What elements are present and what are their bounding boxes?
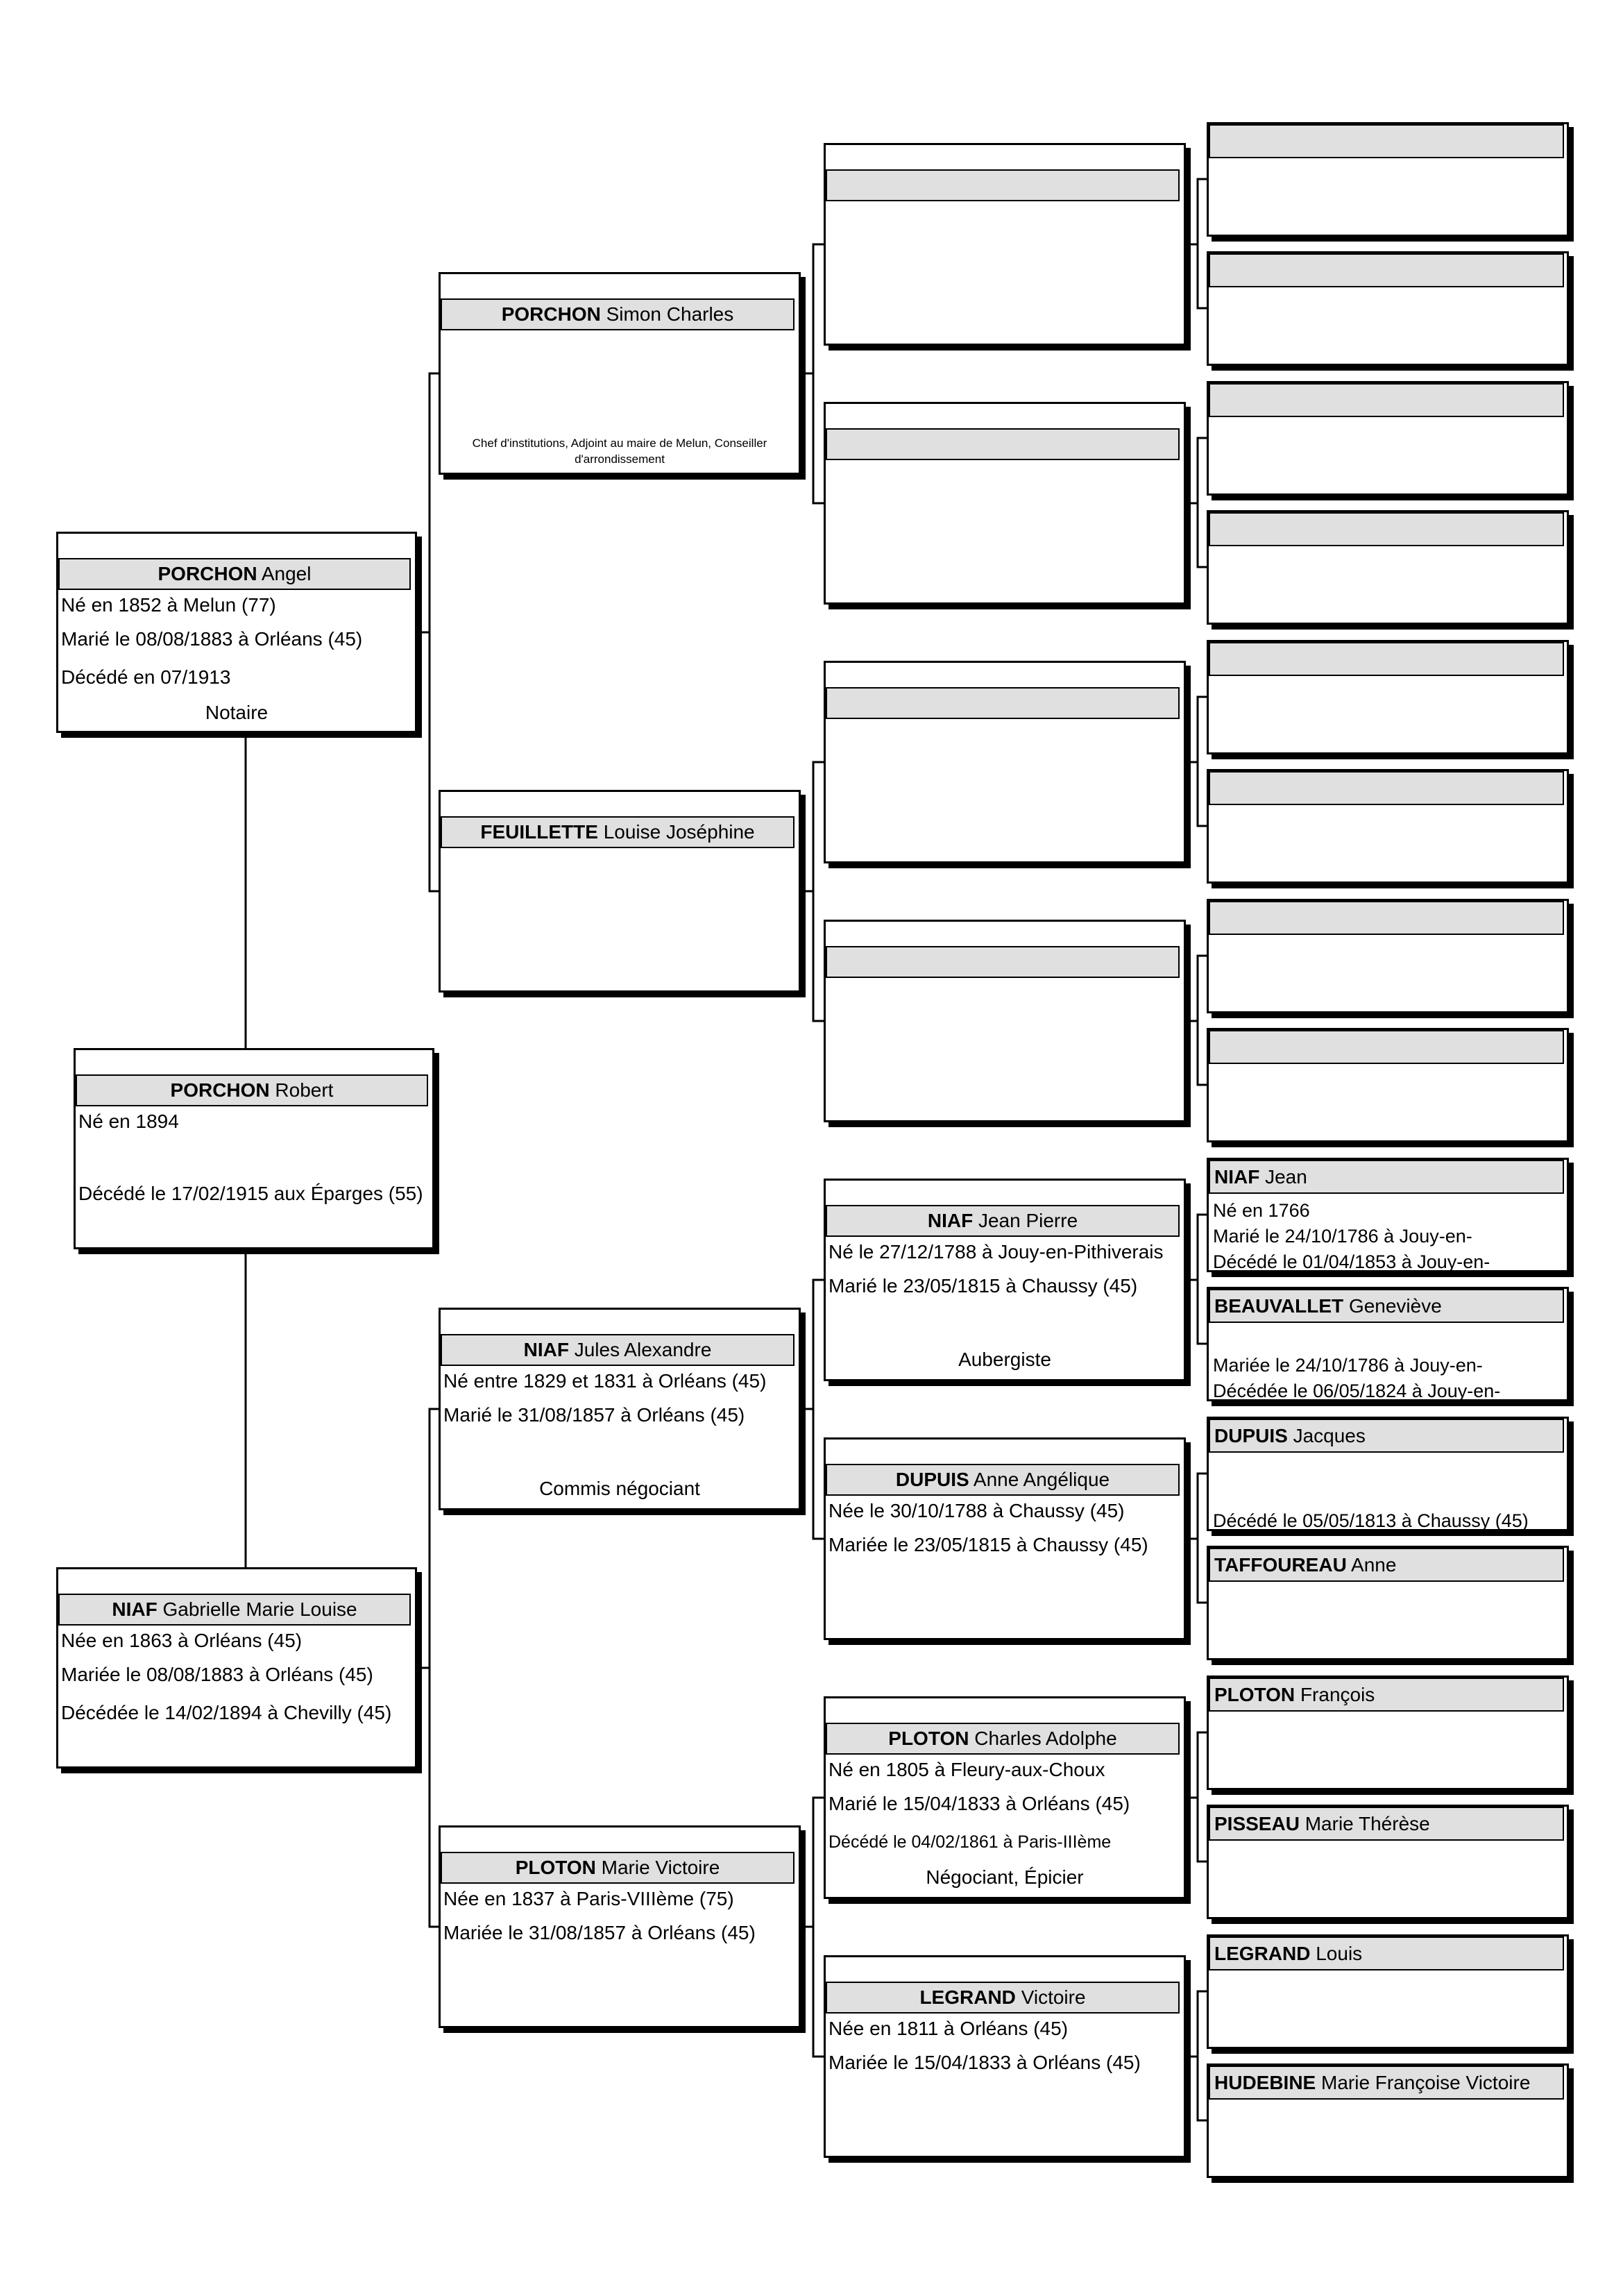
person-name-header [1209, 1548, 1564, 1582]
person-box-great-grandparent [824, 1179, 1186, 1381]
person-name-header [1209, 124, 1564, 158]
person-box-great-grandparent [824, 1955, 1186, 2158]
person-name-header [1209, 1160, 1564, 1194]
person-box-great-grandparent-empty [824, 661, 1186, 863]
surname: PLOTON [1214, 1684, 1295, 1705]
person-box-grandparent [439, 790, 801, 993]
death-info: Décédé le 01/04/1853 à Jouy-en- [1213, 1251, 1490, 1272]
person-box-father [56, 532, 417, 733]
occupation-info: Aubergiste [958, 1349, 1051, 1370]
person-name-header [1209, 383, 1564, 417]
person-name-header [1209, 1419, 1564, 1453]
surname: NIAF [523, 1339, 569, 1360]
person-box-great-great-grandparent [1207, 2063, 1569, 2178]
person-box-great-grandparent [824, 1696, 1186, 1899]
given-names: Jean Pierre [978, 1210, 1078, 1231]
surname: PLOTON [515, 1857, 596, 1878]
person-name-header [1209, 901, 1564, 935]
occupation-info: Chef d'institutions, Adjoint au maire de Melun, Conseiller d'arrondissement [472, 437, 767, 466]
occupation-info: Négociant, Épicier [926, 1866, 1084, 1888]
person-name-header [1209, 1030, 1564, 1064]
given-names: Charles Adolphe [974, 1728, 1117, 1749]
person-box-great-great-grandparent [1207, 1934, 1569, 2049]
given-names: François [1300, 1684, 1375, 1705]
surname: HUDEBINE [1214, 2072, 1316, 2093]
surname: DUPUIS [895, 1469, 969, 1490]
surname: TAFFOUREAU [1214, 1554, 1347, 1576]
person-name-header [1209, 1936, 1564, 1970]
connector-bracket [1186, 1215, 1207, 1344]
given-names: Jean [1265, 1166, 1307, 1188]
birth-info: Né entre 1829 et 1831 à Orléans (45) [443, 1370, 767, 1392]
birth-info: Né le 27/12/1788 à Jouy-en-Pithiverais [829, 1241, 1164, 1263]
birth-info: Né en 1852 à Melun (77) [61, 594, 276, 616]
given-names: Anne [1351, 1554, 1397, 1576]
connector-bracket [801, 1280, 824, 1539]
given-names: Victoire [1021, 1986, 1086, 2008]
person-name-header [1209, 642, 1564, 676]
given-names: Marie Thérèse [1305, 1813, 1430, 1834]
birth-info: Né en 1894 [78, 1111, 179, 1132]
person-box-grandparent [439, 1825, 801, 2028]
person-name-header [826, 687, 1180, 719]
connector-bracket [1186, 1991, 1207, 2120]
given-names: Simon Charles [606, 303, 734, 325]
person-box-great-great-grandparent-empty [1207, 769, 1569, 884]
marriage-info: Marié le 23/05/1815 à Chaussy (45) [829, 1275, 1138, 1297]
person-box-grandparent [439, 1308, 801, 1510]
surname: BEAUVALLET [1214, 1295, 1344, 1317]
person-box-great-great-grandparent-empty [1207, 381, 1569, 496]
given-names: Louis [1316, 1943, 1363, 1964]
person-name-header [1209, 771, 1564, 805]
person-box-great-great-grandparent-empty [1207, 122, 1569, 237]
surname: NIAF [112, 1598, 158, 1620]
person-box-great-grandparent [824, 1437, 1186, 1640]
connector-bracket [417, 373, 439, 891]
person-box-great-grandparent-empty [824, 143, 1186, 346]
death-info: Décédé en 07/1913 [61, 666, 231, 688]
person-box-subject [74, 1048, 434, 1249]
given-names: Marie Victoire [601, 1857, 720, 1878]
surname: PORCHON [170, 1079, 270, 1101]
occupation-info: Notaire [205, 702, 269, 723]
connector-bracket [1186, 438, 1207, 567]
birth-info: Née en 1811 à Orléans (45) [829, 2018, 1069, 2039]
person-box-great-great-grandparent [1207, 1805, 1569, 1919]
connector-bracket [801, 762, 824, 1021]
given-names: Robert [275, 1079, 334, 1101]
death-info: Décédé le 05/05/1813 à Chaussy (45) [1213, 1510, 1529, 1531]
person-box-great-great-grandparent-empty [1207, 510, 1569, 625]
marriage-info: Mariée le 08/08/1883 à Orléans (45) [61, 1664, 373, 1685]
connector-bracket [1186, 1474, 1207, 1603]
birth-info: Née le 30/10/1788 à Chaussy (45) [829, 1500, 1125, 1521]
surname: LEGRAND [1214, 1943, 1311, 1964]
surname: PORCHON [501, 303, 601, 325]
person-name-header [826, 1723, 1180, 1755]
person-name-header [76, 1074, 428, 1106]
person-box-great-grandparent-empty [824, 402, 1186, 605]
marriage-info: Mariée le 31/08/1857 à Orléans (45) [443, 1922, 756, 1943]
death-info: Décédé le 04/02/1861 à Paris-IIIème [829, 1832, 1112, 1852]
person-name-header [826, 428, 1180, 460]
surname: FEUILLETTE [480, 821, 598, 843]
person-name-header [1209, 1678, 1564, 1712]
person-box-great-great-grandparent [1207, 1158, 1569, 1272]
person-box-grandparent [439, 272, 801, 475]
surname: PISSEAU [1214, 1813, 1300, 1834]
person-name-header [441, 1334, 794, 1366]
person-name-header [1209, 253, 1564, 287]
person-box-great-great-grandparent-empty [1207, 899, 1569, 1013]
given-names: Jules Alexandre [574, 1339, 712, 1360]
person-name-header [826, 1464, 1180, 1496]
marriage-info: Mariée le 15/04/1833 à Orléans (45) [829, 2052, 1141, 2073]
surname: PORCHON [158, 563, 257, 584]
marriage-info: Marié le 08/08/1883 à Orléans (45) [61, 628, 363, 650]
connector-bracket [1186, 956, 1207, 1085]
person-name-header [1209, 1807, 1564, 1841]
person-name-header [1209, 512, 1564, 546]
person-name-header [441, 816, 794, 848]
person-box-great-great-grandparent [1207, 1675, 1569, 1790]
birth-info: Né en 1805 à Fleury-aux-Choux [829, 1759, 1105, 1780]
marriage-info: Mariée le 23/05/1815 à Chaussy (45) [829, 1534, 1148, 1555]
person-name-header [826, 1205, 1180, 1237]
given-names: Geneviève [1348, 1295, 1442, 1317]
person-name-header [58, 1594, 411, 1626]
person-box-great-great-grandparent-empty [1207, 1028, 1569, 1142]
connector-bracket [801, 244, 824, 503]
person-name-header [826, 169, 1180, 201]
connector-bracket [417, 1409, 439, 1927]
connector-bracket [1186, 1732, 1207, 1862]
connector-bracket [801, 1798, 824, 2057]
person-name-header [58, 558, 411, 590]
given-names: Marie Françoise Victoire [1321, 2072, 1531, 2093]
connector-bracket [1186, 179, 1207, 308]
surname: NIAF [927, 1210, 974, 1231]
person-name-header [1209, 1289, 1564, 1323]
given-names: Anne Angélique [973, 1469, 1110, 1490]
person-box-mother [56, 1567, 417, 1769]
person-box-great-grandparent-empty [824, 920, 1186, 1122]
person-name-header [441, 1852, 794, 1884]
person-name-header [1209, 2066, 1564, 2100]
person-box-great-great-grandparent-empty [1207, 251, 1569, 366]
birth-info: Née en 1863 à Orléans (45) [61, 1630, 303, 1651]
given-names: Jacques [1293, 1425, 1366, 1446]
death-info: Décédée le 06/05/1824 à Jouy-en- [1213, 1381, 1501, 1401]
person-box-great-great-grandparent [1207, 1287, 1569, 1401]
surname: NIAF [1214, 1166, 1260, 1188]
person-name-header [826, 1982, 1180, 2014]
given-names: Angel [261, 563, 312, 584]
occupation-info: Commis négociant [539, 1478, 700, 1499]
person-box-great-great-grandparent [1207, 1417, 1569, 1531]
given-names: Louise Joséphine [603, 821, 755, 843]
birth-info: Né en 1766 [1213, 1200, 1310, 1221]
death-info: Décédé le 17/02/1915 aux Éparges (55) [78, 1183, 423, 1204]
marriage-info: Marié le 15/04/1833 à Orléans (45) [829, 1793, 1130, 1814]
marriage-info: Mariée le 24/10/1786 à Jouy-en- [1213, 1355, 1483, 1376]
birth-info: Née en 1837 à Paris-VIIIème (75) [443, 1888, 734, 1909]
marriage-info: Marié le 24/10/1786 à Jouy-en- [1213, 1226, 1472, 1247]
person-box-great-great-grandparent-empty [1207, 640, 1569, 754]
marriage-info: Marié le 31/08/1857 à Orléans (45) [443, 1404, 745, 1426]
surname: PLOTON [888, 1728, 969, 1749]
surname: LEGRAND [919, 1986, 1016, 2008]
person-name-header [441, 298, 794, 330]
given-names: Gabrielle Marie Louise [162, 1598, 357, 1620]
death-info: Décédée le 14/02/1894 à Chevilly (45) [61, 1702, 392, 1723]
person-name-header [826, 946, 1180, 978]
connector-bracket [1186, 697, 1207, 826]
surname: DUPUIS [1214, 1425, 1288, 1446]
person-box-great-great-grandparent [1207, 1546, 1569, 1660]
